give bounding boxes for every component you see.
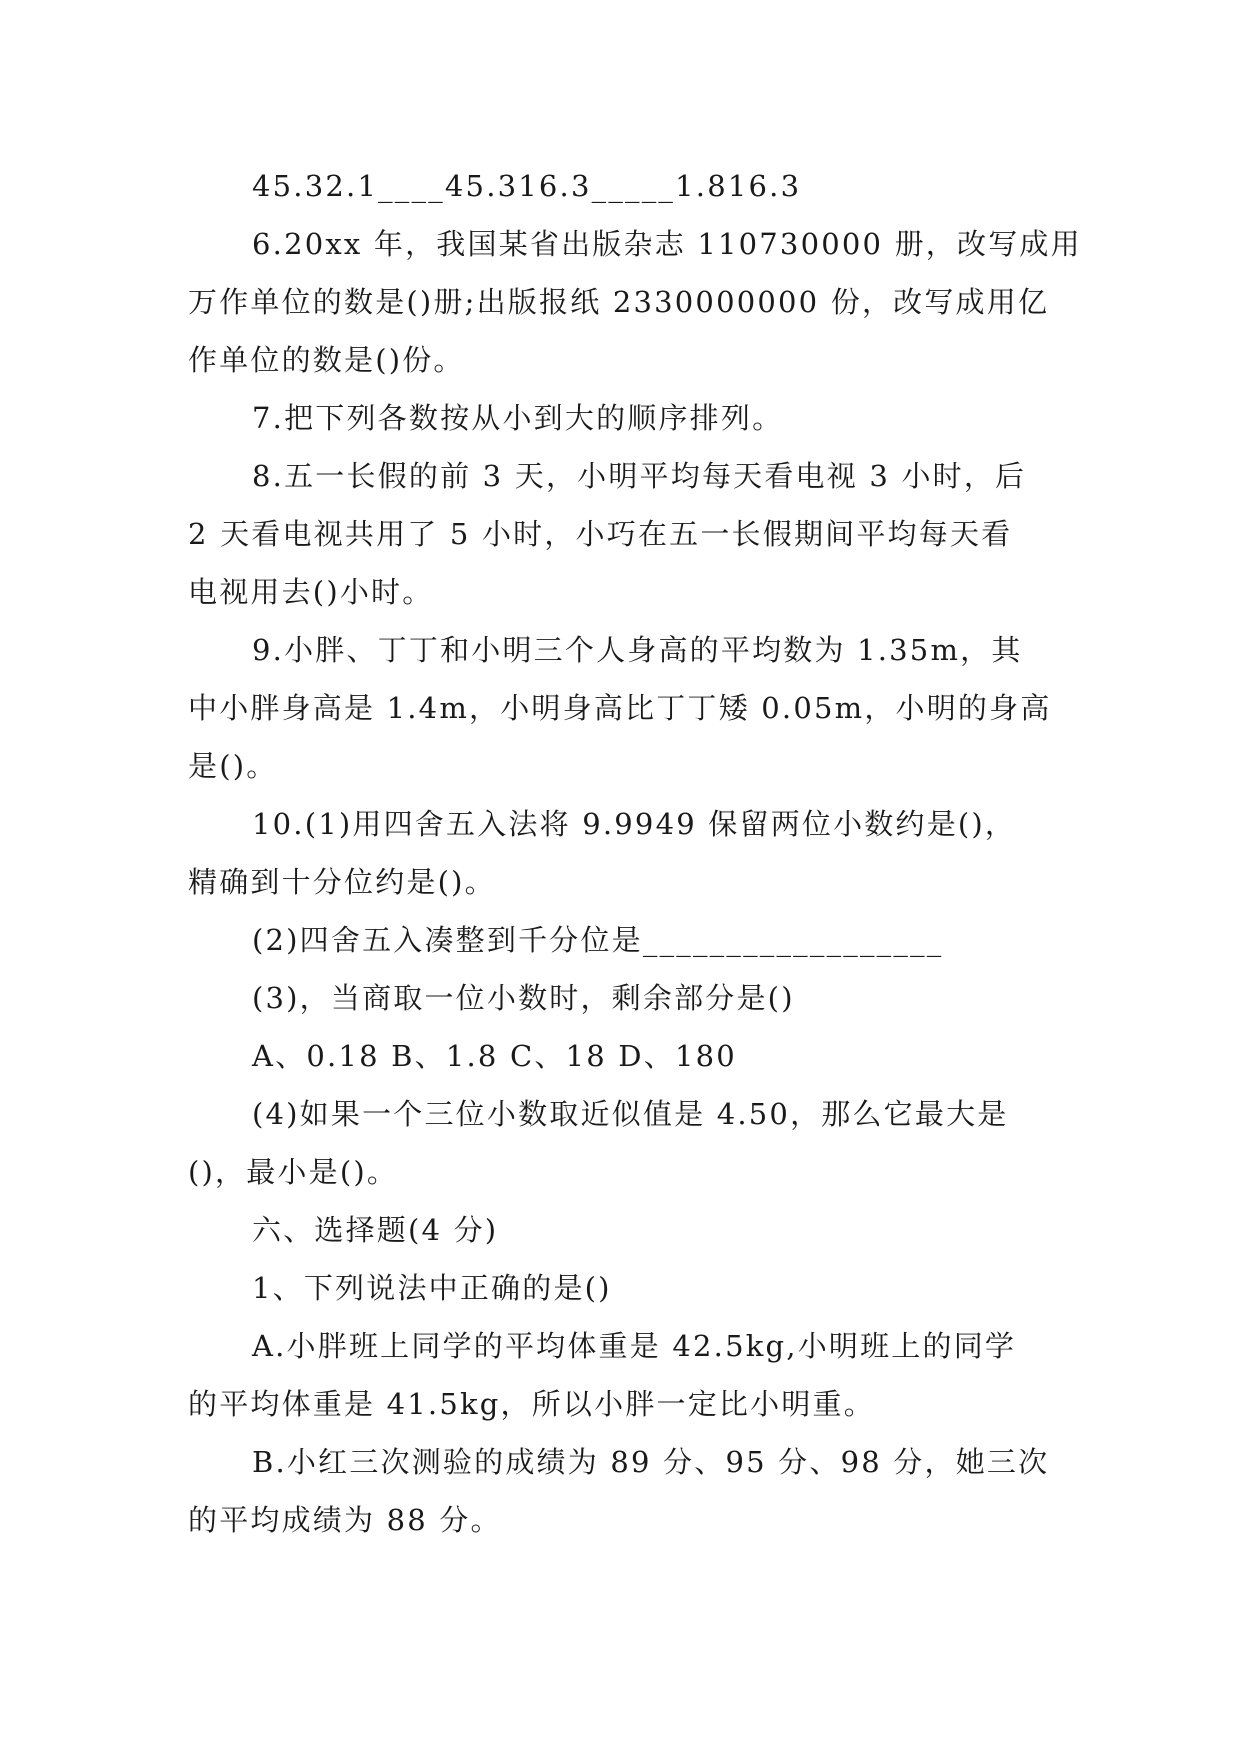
section-heading: 六、选择题(4 分) <box>252 1213 499 1247</box>
question-9-line-3: 是()。 <box>188 749 278 783</box>
question-6-line-1: 6.20xx 年，我国某省出版杂志 110730000 册，改写成用 <box>252 227 1082 261</box>
question-9-line-2: 中小胖身高是 1.4m，小明身高比丁丁矮 0.05m，小明的身高 <box>188 691 1052 725</box>
question-10-4-line-2: ()，最小是()。 <box>188 1155 399 1189</box>
question-9-line-1: 9.小胖、丁丁和小明三个人身高的平均数为 1.35m，其 <box>252 633 1023 667</box>
question-8-line-2: 2 天看电视共用了 5 小时，小巧在五一长假期间平均每天看 <box>188 517 1013 551</box>
question-7: 7.把下列各数按从小到大的顺序排列。 <box>252 401 784 435</box>
question-8-line-3: 电视用去()小时。 <box>188 575 434 609</box>
choice-option-a-line-1: A.小胖班上同学的平均体重是 42.5kg,小明班上的同学 <box>252 1329 1017 1363</box>
question-8-line-1: 8.五一长假的前 3 天，小明平均每天看电视 3 小时，后 <box>252 459 1027 493</box>
question-6-line-3: 作单位的数是()份。 <box>188 343 465 377</box>
question-6-line-2: 万作单位的数是()册;出版报纸 2330000000 份，改写成用亿 <box>188 285 1050 319</box>
text-line: 45.32.1____45.316.3_____1.816.3 <box>252 169 802 203</box>
question-10-1-line-1: 10.(1)用四舍五入法将 9.9949 保留两位小数约是()， <box>252 807 1017 841</box>
question-10-3: (3)，当商取一位小数时，剩余部分是() <box>252 981 795 1015</box>
question-10-4-line-1: (4)如果一个三位小数取近似值是 4.50，那么它最大是 <box>252 1097 1009 1131</box>
choice-option-b-line-2: 的平均成绩为 88 分。 <box>188 1503 502 1537</box>
choice-question-1: 1、下列说法中正确的是() <box>252 1271 612 1305</box>
choice-option-a-line-2: 的平均体重是 41.5kg，所以小胖一定比小明重。 <box>188 1387 875 1421</box>
question-10-1-line-2: 精确到十分位约是()。 <box>188 865 496 899</box>
choice-option-b-line-1: B.小红三次测验的成绩为 89 分、95 分、98 分，她三次 <box>252 1445 1050 1479</box>
question-10-3-options: A、0.18 B、1.8 C、18 D、180 <box>252 1039 737 1073</box>
question-10-2: (2)四舍五入凑整到千分位是__________________ <box>252 923 944 957</box>
